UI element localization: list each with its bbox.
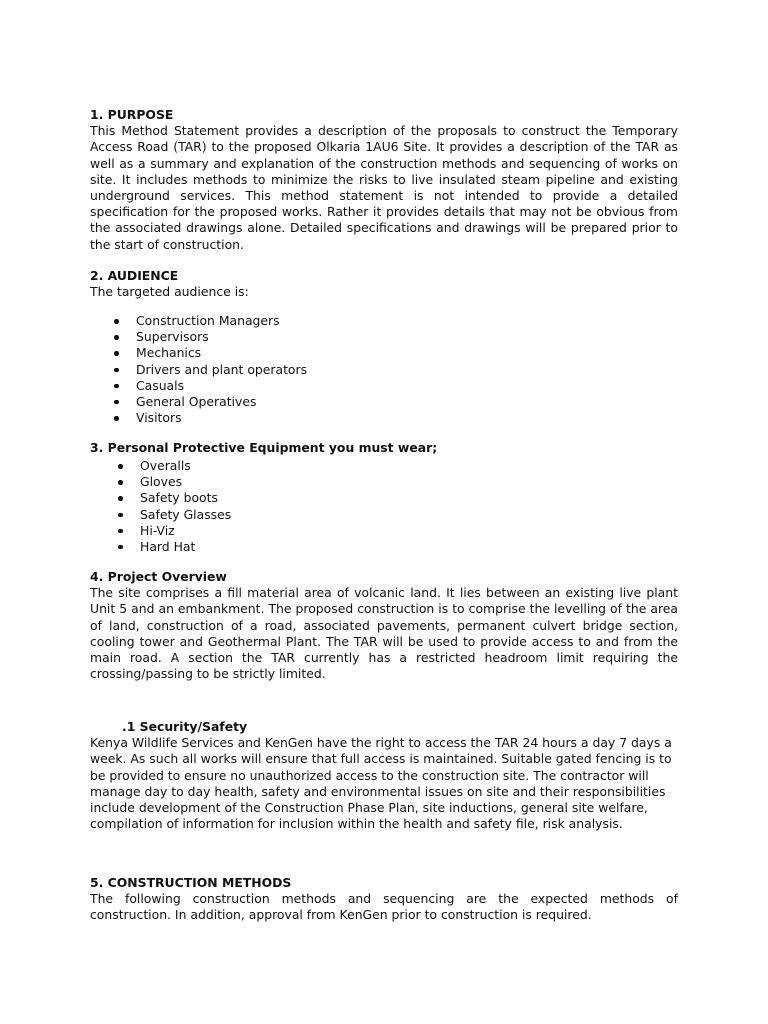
security-heading: .1 Security/Safety [122, 719, 248, 734]
bullet-icon [118, 529, 123, 534]
bullet-icon [118, 464, 123, 469]
bullet-icon [118, 545, 123, 550]
bullet-icon [114, 400, 119, 405]
bullet-icon [118, 513, 123, 518]
purpose-section [90, 107, 678, 253]
bullet-icon [114, 368, 119, 373]
methods-text: The following construction methods and sequencing are the expected methods of construction. In addition, approval from KenGen prior to construction is required. [90, 891, 678, 923]
methods-section [90, 875, 678, 924]
purpose-text: This Method Statement provides a description of the proposals to construct the Temporary Access Road (TAR) to the proposed Olkaria 1AU6 Site. It provides a description of the TAR as well as a summary and explanation of the construction methods and sequencing of works on site. It includes methods to minimize the risks to live insulated steam pipeline and existing underground services. This method statement is not intended to provide a detailed specification for the proposed works. Rather it provides details that may not be obvious from the associated drawings alone. Detailed specifications and drawings will be prepared prior to the start of construction. [90, 123, 678, 252]
audience-intro: The targeted audience is: [90, 284, 249, 300]
bullet-icon [114, 335, 119, 340]
bullet-icon [114, 351, 119, 356]
methods-heading: 5. CONSTRUCTION METHODS [90, 875, 292, 890]
security-text: Kenya Wildlife Services and KenGen have the right to access the TAR 24 hours a day 7 days a week. As such all works will ensure that full access is maintained. Suitable gated fencing is to be provided to ensure no unauthorized access to the construction site. The contractor will manage day to day health, safety and environmental issues on site and their responsibilities include development of the Construction Phase Plan, site inductions, general site welfare, compilation of information for inclusion within the health and safety file, risk analysis. [90, 735, 672, 832]
audience-heading: 2. AUDIENCE [90, 268, 179, 283]
document-page: 1. PURPOSE This Method Statement provides a description of the proposals to construct the Temporary Access Road (TAR) to the proposed Olkaria 1AU6 Site. It provides a description of the TAR as well as a summary and explanation of the construction methods and sequencing of works on site. It includes methods to minimize the risks to live insulated steam pipeline and existing underground services. This method statement is not intended to provide a detailed specification for the proposed works. Rather it provides details that may not be obvious from the associated drawings alone. Detailed specifications and drawings will be prepared prior to the start of construction. 2. AUDIENCE The targeted audience is: Construction Managers Supervisors Mechanics Drivers and plant operators Casuals General Operatives Visitors 3. Personal Protective Equipment you must wear; Overalls Gloves Safety boots Safety Glasses Hi-Viz Hard Hat 4. Project Overview The site comprises a fill material area of volcanic land. It lies between an existing live plant Unit 5 and an embankment. The proposed construction is to comprise the levelling of the area of land, construction of a road, associated pavements, permanent culvert bridge section, cooling tower and Geothermal Plant. The TAR will be used to provide access to and from the main road. A section the TAR currently has a restricted headroom limit requiring the crossing/passing to be strictly limited. .1 Security/Safety Kenya Wildlife Services and KenGen have the right to access the TAR 24 hours a day 7 days a week. As such all works will ensure that full access is maintained. Suitable gated fencing is to be provided to ensure no unauthorized access to the construction site. The contractor will manage day to day health, safety and environmental issues on site and their responsibilities include development of the Construction Phase Plan, site inductions, general site welfare, compilation of information for inclusion within the health and safety file, risk analysis. 5. CONSTRUCTION METHODS The following construction methods and sequencing are the expected methods of construction. In addition, approval from KenGen prior to construction is required. [90, 107, 678, 923]
security-section [90, 719, 678, 832]
audience-section [90, 268, 678, 300]
ppe-heading: 3. Personal Protective Equipment you must wear; [90, 440, 438, 455]
bullet-icon [114, 416, 119, 421]
bullet-icon [118, 480, 123, 485]
overview-heading: 4. Project Overview [90, 569, 227, 584]
overview-text: The site comprises a fill material area of volcanic land. It lies between an existing live plant Unit 5 and an embankment. The proposed construction is to comprise the levelling of the area of land, construction of a road, associated pavements, permanent culvert bridge section, cooling tower and Geothermal Plant. The TAR will be used to provide access to and from the main road. A section the TAR currently has a restricted headroom limit requiring the crossing/passing to be strictly limited. [90, 585, 678, 682]
bullet-icon [114, 319, 119, 324]
bullet-icon [118, 496, 123, 501]
bullet-icon [114, 384, 119, 389]
purpose-heading: 1. PURPOSE [90, 107, 174, 122]
overview-section [90, 569, 678, 682]
ppe-section [90, 440, 678, 456]
